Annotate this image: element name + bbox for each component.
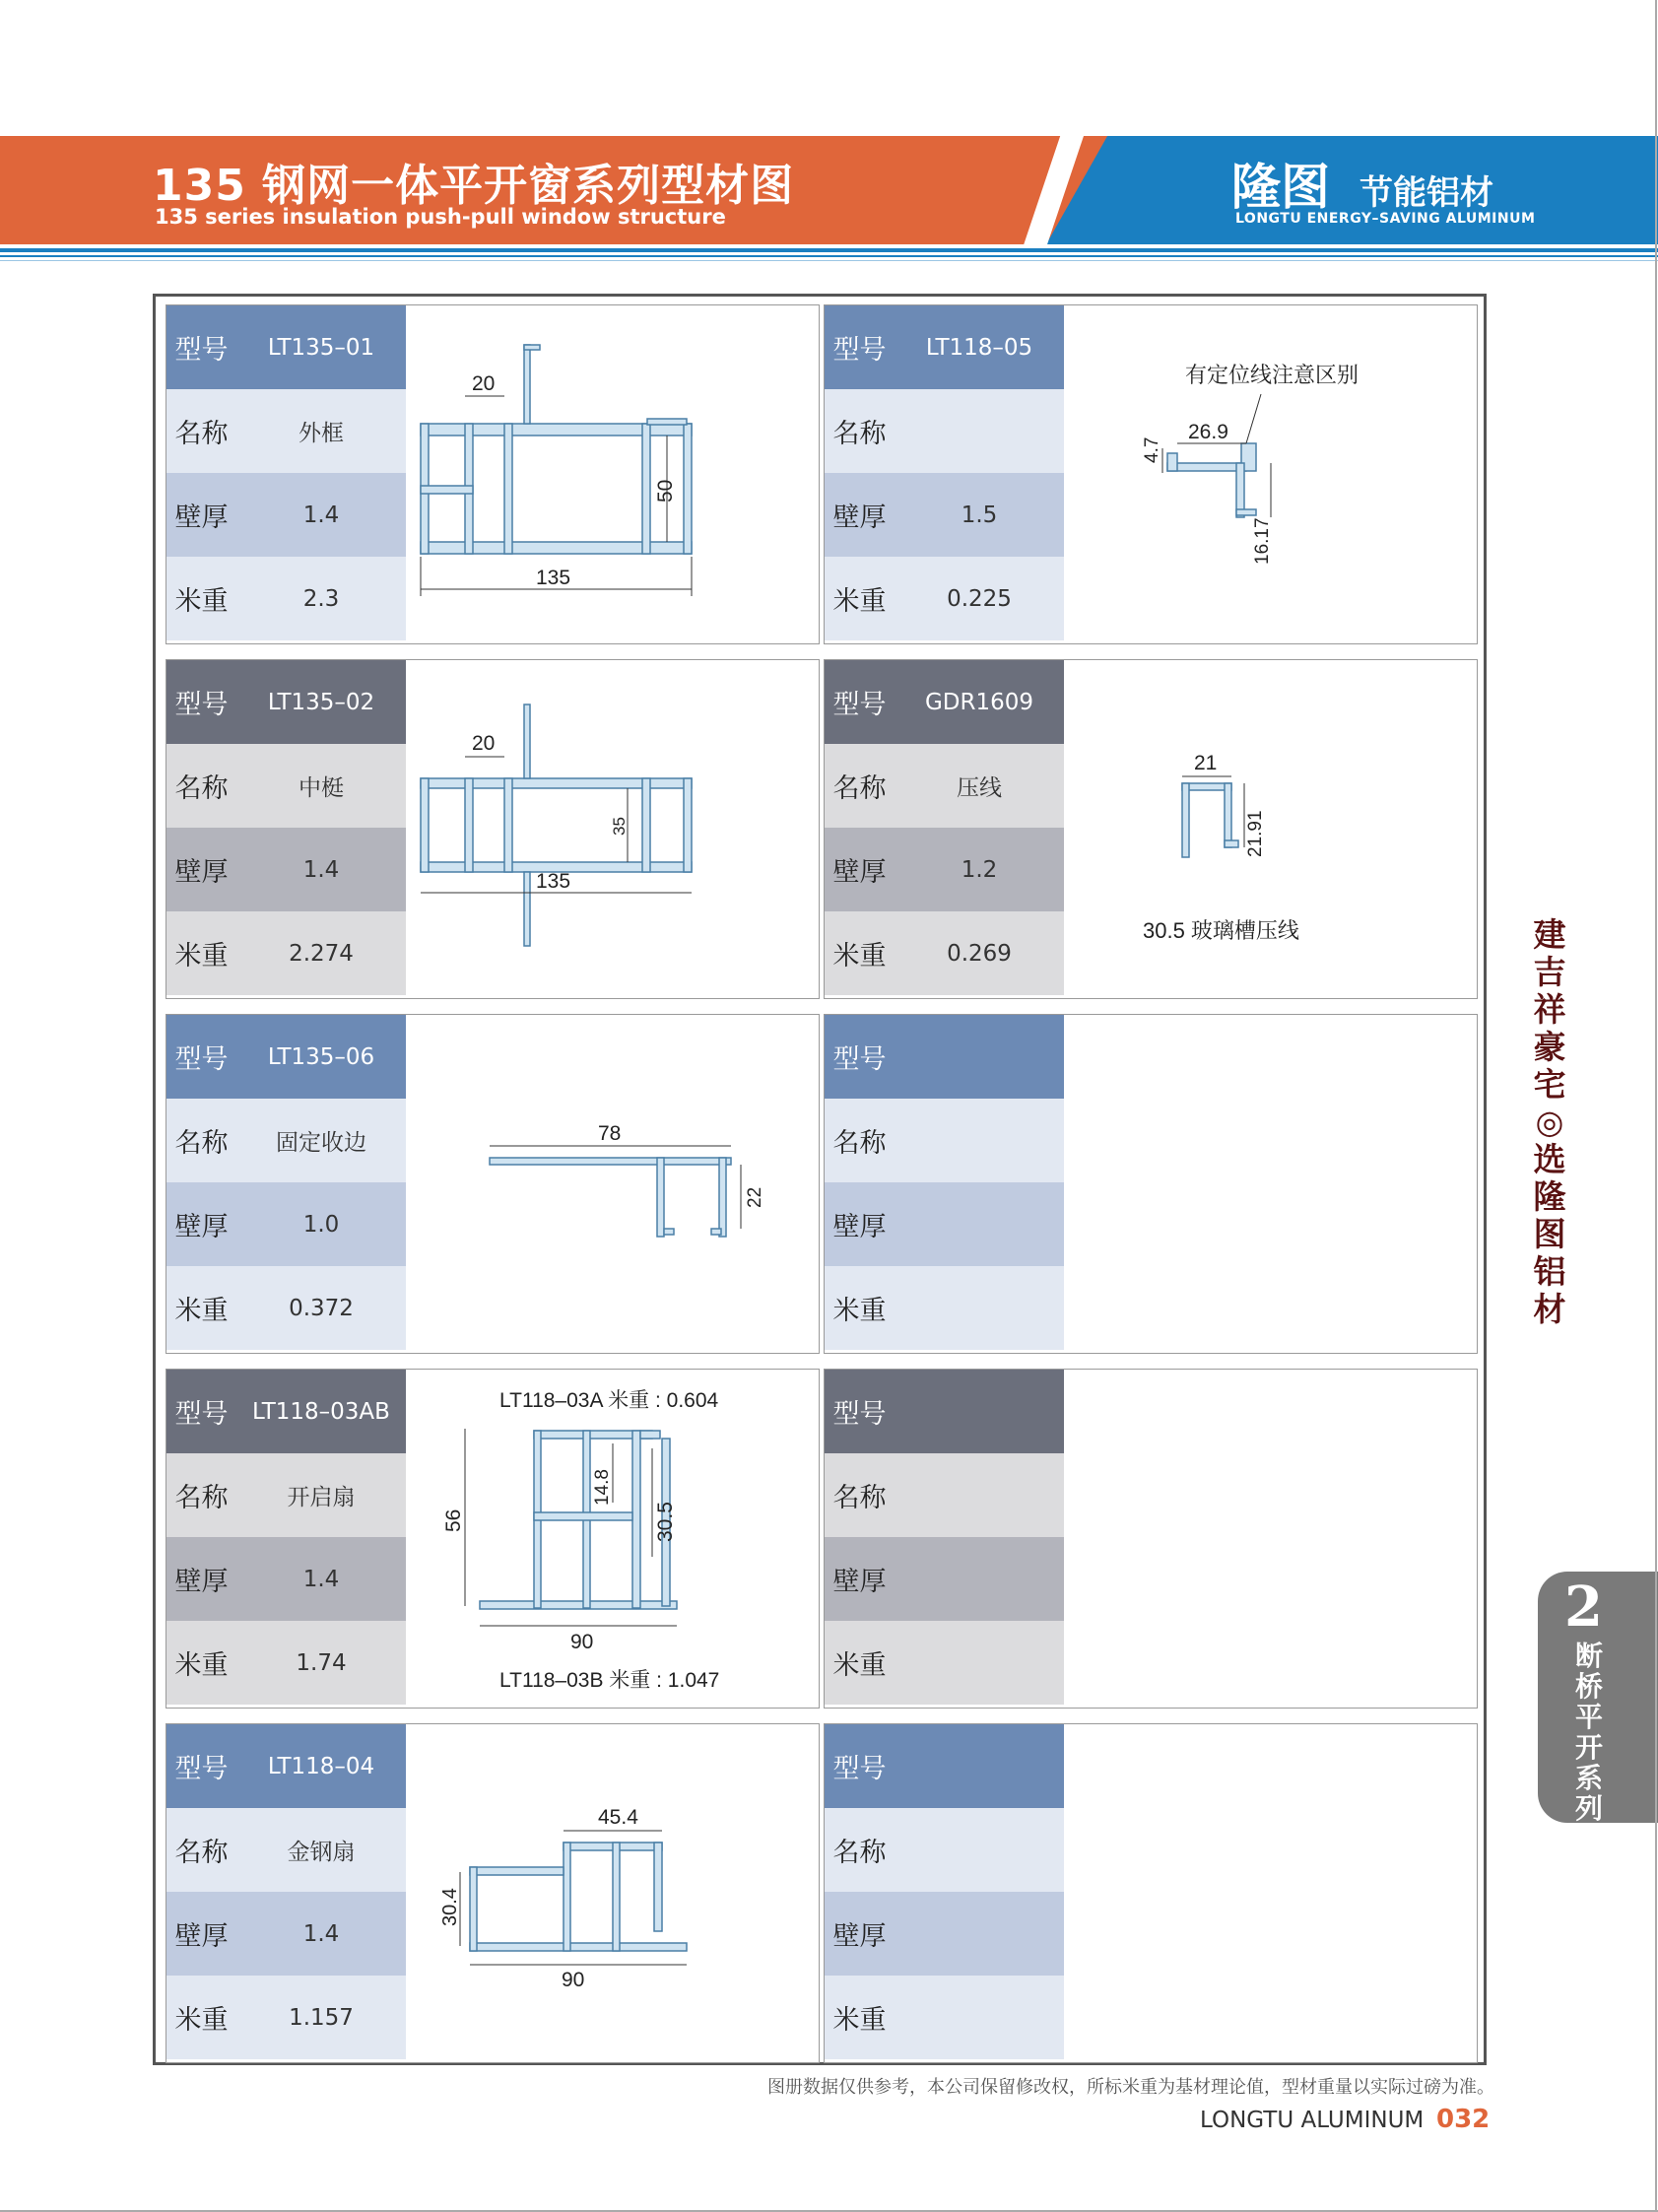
footer-brand: LONGTU ALUMINUM (1200, 2108, 1425, 2133)
profile-card (166, 659, 820, 999)
profile-card (166, 1014, 820, 1354)
profile-diagram-gdr1609 (1064, 660, 1477, 998)
profile-card-empty (824, 1014, 1478, 1354)
label-weight: 米重 (825, 1976, 895, 2059)
dim-label: 45.4 (598, 1806, 638, 1829)
value-weight (895, 1266, 1064, 1350)
dim-label: 50 (654, 479, 677, 503)
value-thickness (895, 1892, 1064, 1976)
value-model: LT135–02 (236, 660, 406, 744)
page-edge (1655, 0, 1657, 2212)
label-thickness: 壁厚 (166, 473, 236, 557)
label-thickness: 壁厚 (166, 1182, 236, 1266)
label-thickness: 壁厚 (166, 1537, 236, 1621)
value-thickness: 1.4 (236, 1892, 406, 1976)
catalog-frame (153, 294, 1487, 2065)
value-weight: 0.269 (895, 911, 1064, 995)
dim-label: 135 (536, 870, 571, 893)
profile-diagram-lt118-03ab (406, 1370, 819, 1708)
dim-label: 22 (745, 1186, 765, 1208)
profile-diagram-lt135-06 (406, 1015, 819, 1353)
label-name: 名称 (825, 1808, 895, 1892)
brand-english: LONGTU ENERGY–SAVING ALUMINUM (1235, 211, 1536, 227)
label-model: 型号 (166, 1370, 236, 1453)
section-category: 断桥平开系列 (1574, 1640, 1603, 1825)
dim-label: 78 (598, 1122, 622, 1145)
value-name: 金钢扇 (236, 1808, 406, 1892)
value-weight: 0.372 (236, 1266, 406, 1350)
dim-label: 30.5 (654, 1502, 677, 1542)
value-model (895, 1370, 1064, 1453)
value-name (895, 1099, 1064, 1182)
profile-card-empty (824, 1369, 1478, 1709)
label-name: 名称 (166, 1808, 236, 1892)
value-name: 开启扇 (236, 1453, 406, 1537)
profile-card (824, 659, 1478, 999)
value-name: 中梃 (236, 744, 406, 828)
profile-drawing (406, 1724, 819, 2062)
value-model: LT135–01 (236, 305, 406, 389)
label-name: 名称 (166, 1453, 236, 1537)
page-number: 032 (1436, 2105, 1491, 2134)
value-weight (895, 1976, 1064, 2059)
profile-card (824, 304, 1478, 644)
value-model: GDR1609 (895, 660, 1064, 744)
dim-label: 56 (442, 1508, 465, 1532)
note-text: 有定位线注意区别 (1185, 363, 1360, 387)
header-stripe (0, 248, 1658, 252)
profile-drawing (406, 660, 819, 998)
dim-label: 16.17 (1252, 517, 1273, 565)
label-thickness: 壁厚 (166, 1892, 236, 1976)
profile-card (166, 304, 820, 644)
value-weight: 1.74 (236, 1621, 406, 1705)
value-model (895, 1724, 1064, 1808)
label-thickness: 壁厚 (825, 473, 895, 557)
label-weight: 米重 (166, 1976, 236, 2059)
profile-caption: 30.5 玻璃槽压线 (1143, 918, 1299, 943)
value-weight: 2.274 (236, 911, 406, 995)
value-thickness: 1.4 (236, 828, 406, 911)
label-name: 名称 (825, 1453, 895, 1537)
label-model: 型号 (166, 305, 236, 389)
brand-logo-text: 隆图 (1231, 159, 1330, 216)
label-model: 型号 (825, 305, 895, 389)
profile-drawing (1064, 660, 1477, 998)
side-slogan: 建吉祥豪宅◎选隆图铝材 (1533, 915, 1566, 1328)
footnote: 图册数据仅供参考，本公司保留修改权，所标米重为基材理论值，型材重量以实际过磅为准。 (767, 2077, 1494, 2098)
label-thickness: 壁厚 (825, 1892, 895, 1976)
profile-diagram-lt118-04 (406, 1724, 819, 2062)
profile-card (166, 1723, 820, 2063)
dim-label: 20 (472, 732, 496, 755)
label-weight: 米重 (166, 911, 236, 995)
profile-drawing (406, 305, 819, 643)
label-weight: 米重 (825, 1266, 895, 1350)
label-model: 型号 (166, 660, 236, 744)
value-thickness: 1.0 (236, 1182, 406, 1266)
label-weight: 米重 (166, 557, 236, 640)
label-thickness: 壁厚 (825, 828, 895, 911)
label-model: 型号 (166, 1724, 236, 1808)
label-weight: 米重 (166, 1621, 236, 1705)
label-model: 型号 (825, 1724, 895, 1808)
value-model: LT118–03AB (236, 1370, 406, 1453)
value-thickness: 1.2 (895, 828, 1064, 911)
page-title: 135 钢网一体平开窗系列型材图 (153, 161, 795, 211)
dim-label: 90 (562, 1969, 585, 1991)
header-stripe (0, 255, 1658, 257)
profile-caption: LT118–03A 米重 : 0.604 (499, 1389, 719, 1412)
header-stripe (0, 260, 1658, 261)
value-weight: 1.157 (236, 1976, 406, 2059)
label-weight: 米重 (166, 1266, 236, 1350)
label-name: 名称 (166, 1099, 236, 1182)
label-model: 型号 (166, 1015, 236, 1099)
value-weight (895, 1621, 1064, 1705)
dim-label: 21 (1194, 752, 1218, 774)
profile-diagram-lt135-01 (406, 305, 819, 643)
profile-diagram-lt135-02 (406, 660, 819, 998)
label-weight: 米重 (825, 557, 895, 640)
value-name (895, 1453, 1064, 1537)
value-weight: 2.3 (236, 557, 406, 640)
value-model (895, 1015, 1064, 1099)
brand-tagline: 节能铝材 (1360, 173, 1493, 213)
dim-label: 20 (472, 372, 496, 395)
dim-label: 30.4 (439, 1888, 461, 1926)
label-model: 型号 (825, 1015, 895, 1099)
dim-label: 90 (570, 1631, 594, 1653)
label-name: 名称 (825, 1099, 895, 1182)
label-name: 名称 (166, 744, 236, 828)
value-thickness: 1.4 (236, 473, 406, 557)
value-thickness: 1.5 (895, 473, 1064, 557)
value-thickness: 1.4 (236, 1537, 406, 1621)
value-model: LT118–05 (895, 305, 1064, 389)
profile-drawing (1064, 305, 1477, 643)
label-name: 名称 (825, 744, 895, 828)
profile-card (166, 1369, 820, 1709)
value-model: LT118–04 (236, 1724, 406, 1808)
value-weight: 0.225 (895, 557, 1064, 640)
label-name: 名称 (166, 389, 236, 473)
value-name (895, 389, 1064, 473)
value-thickness (895, 1537, 1064, 1621)
profile-drawing (406, 1015, 819, 1353)
label-weight: 米重 (825, 1621, 895, 1705)
value-name (895, 1808, 1064, 1892)
label-thickness: 壁厚 (825, 1182, 895, 1266)
dim-label: 21.91 (1245, 810, 1266, 857)
label-model: 型号 (825, 660, 895, 744)
page-subtitle: 135 series insulation push-pull window structure (155, 205, 726, 229)
profile-card-empty (824, 1723, 1478, 2063)
label-model: 型号 (825, 1370, 895, 1453)
label-thickness: 壁厚 (166, 828, 236, 911)
dim-label: 35 (610, 817, 629, 836)
value-thickness (895, 1182, 1064, 1266)
profile-drawing (406, 1370, 819, 1708)
value-model: LT135–06 (236, 1015, 406, 1099)
dim-label: 26.9 (1188, 421, 1228, 443)
dim-label: 14.8 (592, 1469, 613, 1506)
header-band-blue (1046, 136, 1658, 244)
label-weight: 米重 (825, 911, 895, 995)
dim-label: 4.7 (1142, 436, 1162, 463)
profile-diagram-lt118-05 (1064, 305, 1477, 643)
label-name: 名称 (825, 389, 895, 473)
value-name: 固定收边 (236, 1099, 406, 1182)
label-thickness: 壁厚 (825, 1537, 895, 1621)
dim-label: 135 (536, 567, 571, 589)
value-name: 压线 (895, 744, 1064, 828)
value-name: 外框 (236, 389, 406, 473)
section-number: 2 (1564, 1575, 1603, 1640)
profile-caption: LT118–03B 米重 : 1.047 (499, 1669, 720, 1692)
